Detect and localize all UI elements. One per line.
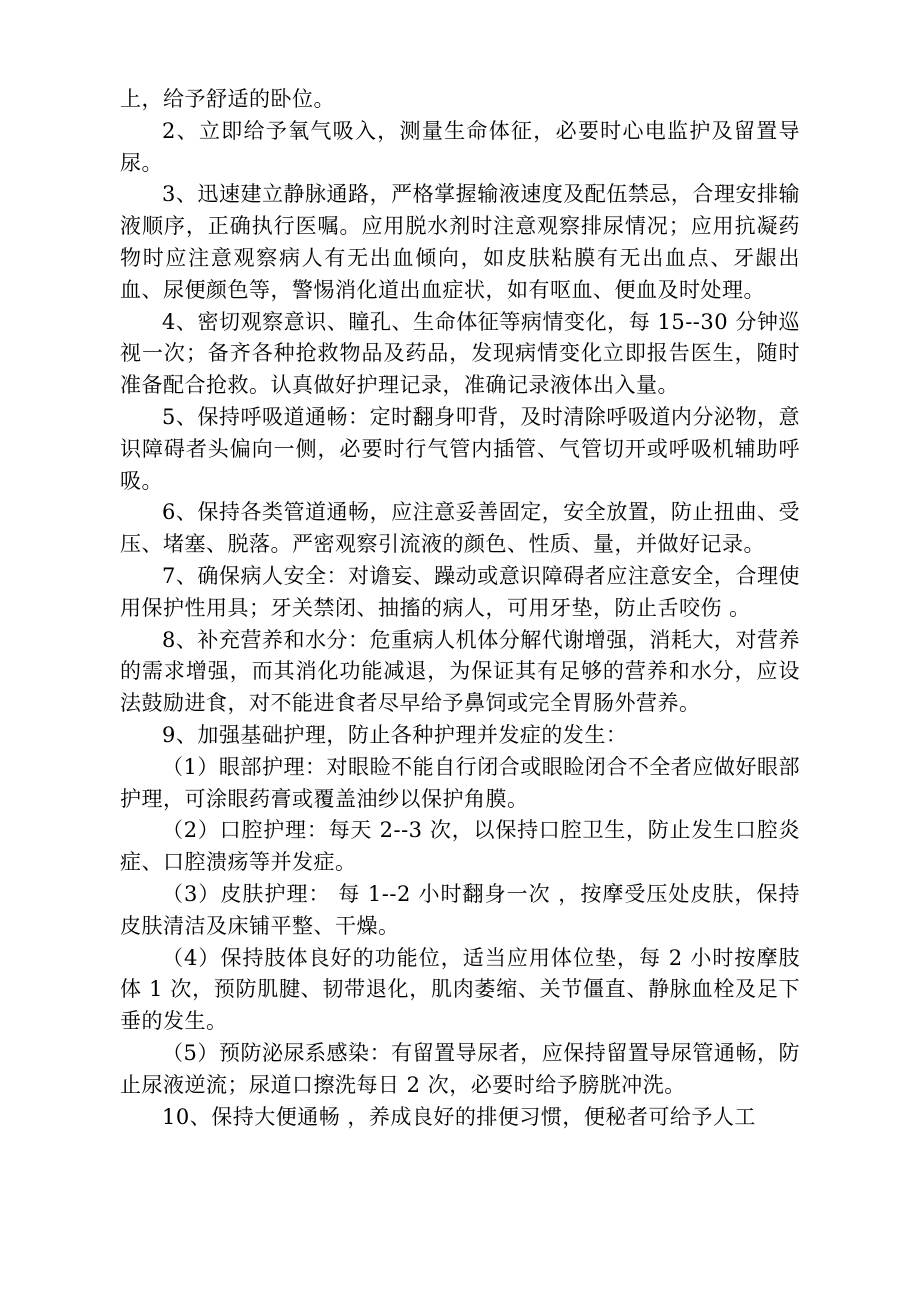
- paragraph-item-8: 8、补充营养和水分：危重病人机体分解代谢增强，消耗大，对营养的需求增强，而其消化功能减退，为保证其有足够的营养和水分，应设法鼓励进食，对不能进食者尽早给予鼻饲或完全胃肠外营养。: [120, 627, 800, 716]
- paragraph-sub-5-urinary-infection: （5）预防泌尿系感染：有留置导尿者，应保持留置导尿管通畅，防止尿液逆流；尿道口擦洗每日 2 次，必要时给予膀胱冲洗。: [120, 1040, 800, 1097]
- paragraph-item-5: 5、保持呼吸道通畅：定时翻身叩背，及时清除呼吸道内分泌物，意识障碍者头偏向一侧，必要时行气管内插管、气管切开或呼吸机辅助呼吸。: [120, 404, 800, 493]
- paragraph-sub-4-limb-position: （4）保持肢体良好的功能位，适当应用体位垫，每 2 小时按摩肢体 1 次，预防肌腱、韧带退化，肌肉萎缩、关节僵直、静脉血栓及足下垂的发生。: [120, 945, 800, 1034]
- paragraph-item-4: 4、密切观察意识、瞳孔、生命体征等病情变化，每 15--30 分钟巡视一次；备齐各种抢救物品及药品，发现病情变化立即报告医生，随时准备配合抢救。认真做好护理记录，准确记录液体出入量。: [120, 309, 800, 398]
- paragraph-continuation: 上，给予舒适的卧位。: [120, 87, 335, 111]
- document-page: [120, 84, 800, 1133]
- paragraph-item-10: 10、保持大便通畅 ，养成良好的排便习惯，便秘者可给予人工: [162, 1104, 756, 1129]
- paragraph-item-3: 3、迅速建立静脉通路，严格掌握输液速度及配伍禁忌，合理安排输液顺序，正确执行医嘱。应用脱水剂时注意观察排尿情况；应用抗凝药物时应注意观察病人有无出血倾向，如皮肤粘膜有无出血点、牙龈出血、尿便颜色等，警惕消化道出血症状，如有呕血、便血及时处理。: [120, 182, 800, 302]
- paragraph-item-7: 7、确保病人安全：对谵妄、躁动或意识障碍者应注意安全，合理使用保护性用具；牙关禁闭、抽搐的病人，可用牙垫，防止舌咬伤 。: [120, 563, 800, 620]
- paragraph-item-2: 2、立即给予氧气吸入，测量生命体征，必要时心电监护及留置导尿。: [120, 118, 800, 175]
- paragraph-item-6: 6、保持各类管道通畅，应注意妥善固定，安全放置，防止扭曲、受压、堵塞、脱落。严密观察引流液的颜色、性质、量，并做好记录。: [120, 500, 800, 557]
- paragraph-sub-2-oral-care: （2）口腔护理：每天 2--3 次，以保持口腔卫生，防止发生口腔炎症、口腔溃疡等并发症。: [120, 818, 800, 875]
- paragraph-sub-1-eye-care: （1）眼部护理：对眼睑不能自行闭合或眼睑闭合不全者应做好眼部护理，可涂眼药膏或覆盖油纱以保护角膜。: [120, 754, 800, 811]
- paragraph-sub-3-skin-care: （3）皮肤护理： 每 1--2 小时翻身一次 ，按摩受压处皮肤，保持皮肤清洁及床铺平整、干燥。: [120, 881, 800, 938]
- paragraph-item-9: 9、加强基础护理，防止各种护理并发症的发生：: [162, 722, 628, 747]
